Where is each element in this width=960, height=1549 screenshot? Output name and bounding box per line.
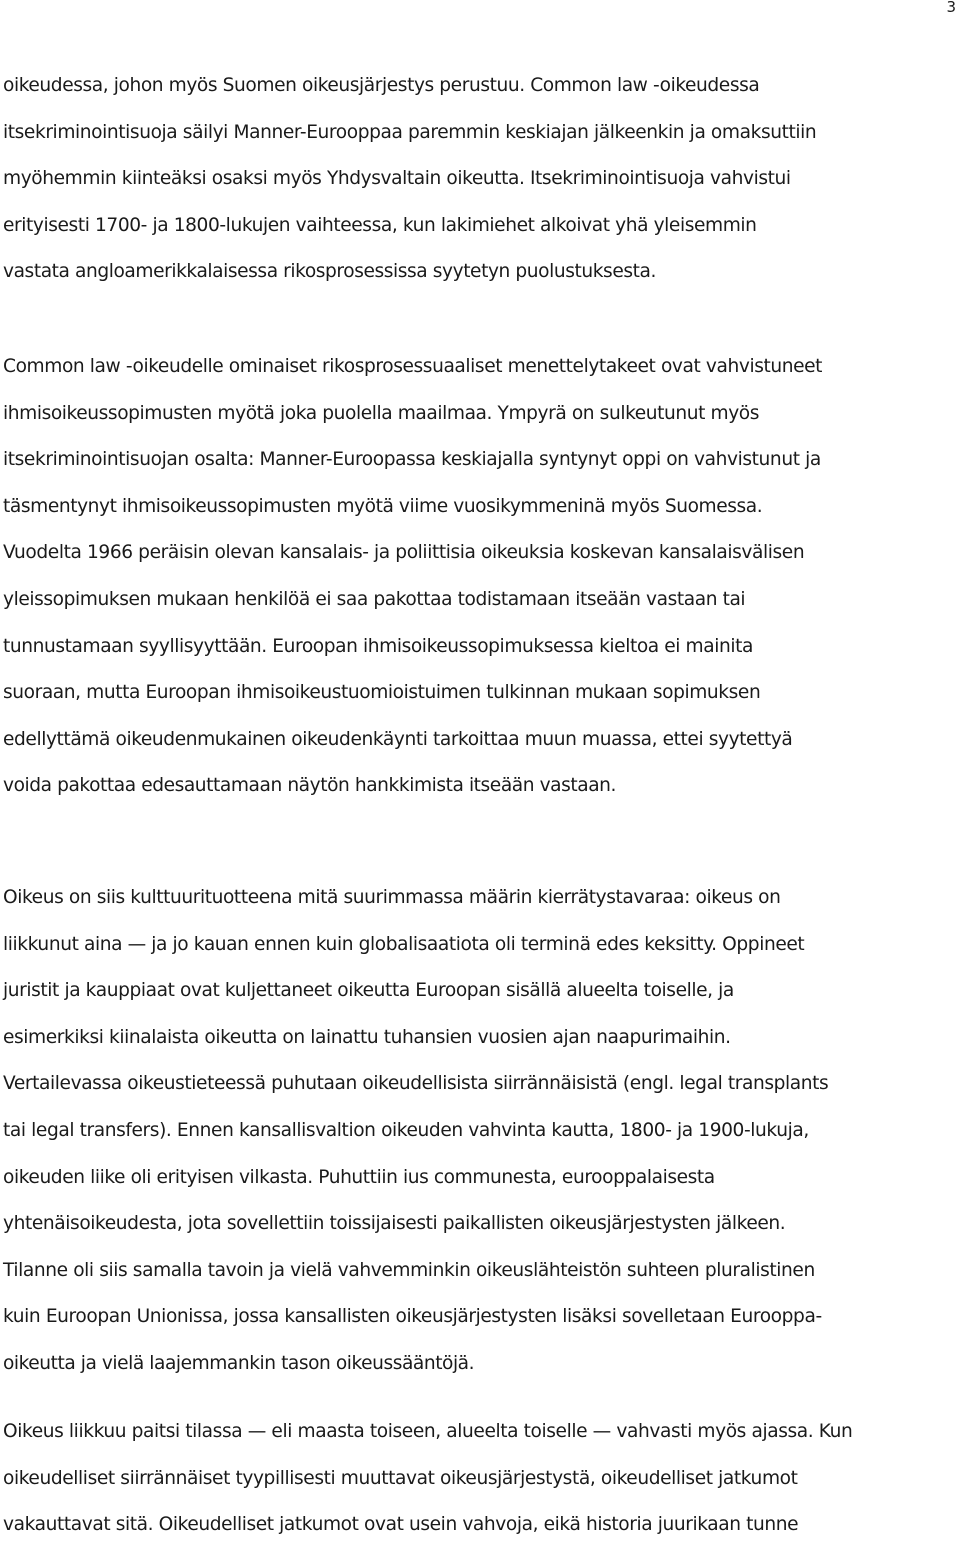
text-line: vastata angloamerikkalaisessa rikosprosessissa syytetyn puolustuksesta. <box>3 261 656 283</box>
text-line: kuin Euroopan Unionissa, jossa kansallisten oikeusjärjestysten lisäksi sovelletaan Eurooppa- <box>3 1306 822 1328</box>
paragraph <box>3 344 958 810</box>
paragraph <box>3 63 958 296</box>
text-line: Oikeus liikkuu paitsi tilassa — eli maasta toiseen, alueelta toiselle — vahvasti myös ajassa. Kun <box>3 1421 853 1442</box>
text-line: esimerkiksi kiinalaista oikeutta on lainattu tuhansien vuosien ajan naapurimaihin. <box>3 1026 731 1048</box>
text-line: tai legal transfers). Ennen kansallisvaltion oikeuden vahvinta kautta, 1800- ja 1900-lukuja, <box>3 1119 809 1141</box>
text-line: Tilanne oli siis samalla tavoin ja vielä vahvemminkin oikeuslähteistön suhteen pluralistinen <box>3 1259 815 1281</box>
text-line: itsekriminointisuoja säilyi Manner-Eurooppaa paremmin keskiajan jälkeenkin ja omaksuttiin <box>3 121 817 143</box>
text-line: edellyttämä oikeudenmukainen oikeudenkäynti tarkoittaa muun muassa, ettei syytettyä <box>3 728 793 750</box>
paragraph <box>3 1409 958 1549</box>
text-line: oikeuden liike oli erityisen vilkasta. Puhuttiin ius communesta, eurooppalaisesta <box>3 1166 715 1188</box>
text-line: tunnustamaan syyllisyyttään. Euroopan ihmisoikeussopimuksessa kieltoa ei mainita <box>3 635 753 657</box>
text-line: täsmentynyt ihmisoikeussopimusten myötä viime vuosikymmeninä myös Suomessa. <box>3 495 763 517</box>
text-line: juristit ja kauppiaat ovat kuljettaneet oikeutta Euroopan sisällä alueelta toiselle, ja <box>3 980 734 1002</box>
text-line: yleissopimuksen mukaan henkilöä ei saa pakottaa todistamaan itseään vastaan tai <box>3 588 746 610</box>
paragraph <box>3 875 958 1388</box>
page-number: 3 <box>946 0 956 16</box>
text-line: vakauttavat sitä. Oikeudelliset jatkumot ovat usein vahvoja, eikä historia juurikaan tunne <box>3 1514 799 1536</box>
text-line: Oikeus on siis kulttuurituotteena mitä suurimmassa määrin kierrätystavaraa: oikeus on <box>3 887 781 908</box>
text-line: yhtenäisoikeudesta, jota sovellettiin toissijaisesti paikallisten oikeusjärjestysten jälkeen. <box>3 1213 786 1235</box>
text-line: Vuodelta 1966 peräisin olevan kansalais- ja poliittisia oikeuksia koskevan kansalaisvälisen <box>3 542 805 564</box>
text-line: liikkunut aina — ja jo kauan ennen kuin globalisaatiota oli terminä edes keksitty. Oppineet <box>3 933 805 955</box>
text-line: Vertailevassa oikeustieteessä puhutaan oikeudellisista siirrännäisistä (engl. legal transplants <box>3 1073 829 1095</box>
text-line: erityisesti 1700- ja 1800-lukujen vaihteessa, kun lakimiehet alkoivat yhä yleisemmin <box>3 214 757 236</box>
text-line: itsekriminointisuojan osalta: Manner-Euroopassa keskiajalla syntynyt oppi on vahvistunut ja <box>3 449 821 471</box>
text-line: oikeudessa, johon myös Suomen oikeusjärjestys perustuu. Common law -oikeudessa <box>3 75 760 96</box>
text-line: suoraan, mutta Euroopan ihmisoikeustuomioistuimen tulkinnan mukaan sopimuksen <box>3 682 761 704</box>
text-line: voida pakottaa edesauttamaan näytön hankkimista itseään vastaan. <box>3 775 617 797</box>
text-line: Common law -oikeudelle ominaiset rikosprosessuaaliset menettelytakeet ovat vahvistuneet <box>3 356 823 377</box>
text-line: ihmisoikeussopimusten myötä joka puolella maailmaa. Ympyrä on sulkeutunut myös <box>3 402 760 424</box>
text-line: oikeutta ja vielä laajemmankin tason oikeussääntöjä. <box>3 1352 475 1374</box>
text-line: myöhemmin kiinteäksi osaksi myös Yhdysvaltain oikeutta. Itsekriminointisuoja vahvistui <box>3 168 791 190</box>
text-line: oikeudelliset siirrännäiset tyypillisesti muuttavat oikeusjärjestystä, oikeudelliset jatkumot <box>3 1467 798 1489</box>
